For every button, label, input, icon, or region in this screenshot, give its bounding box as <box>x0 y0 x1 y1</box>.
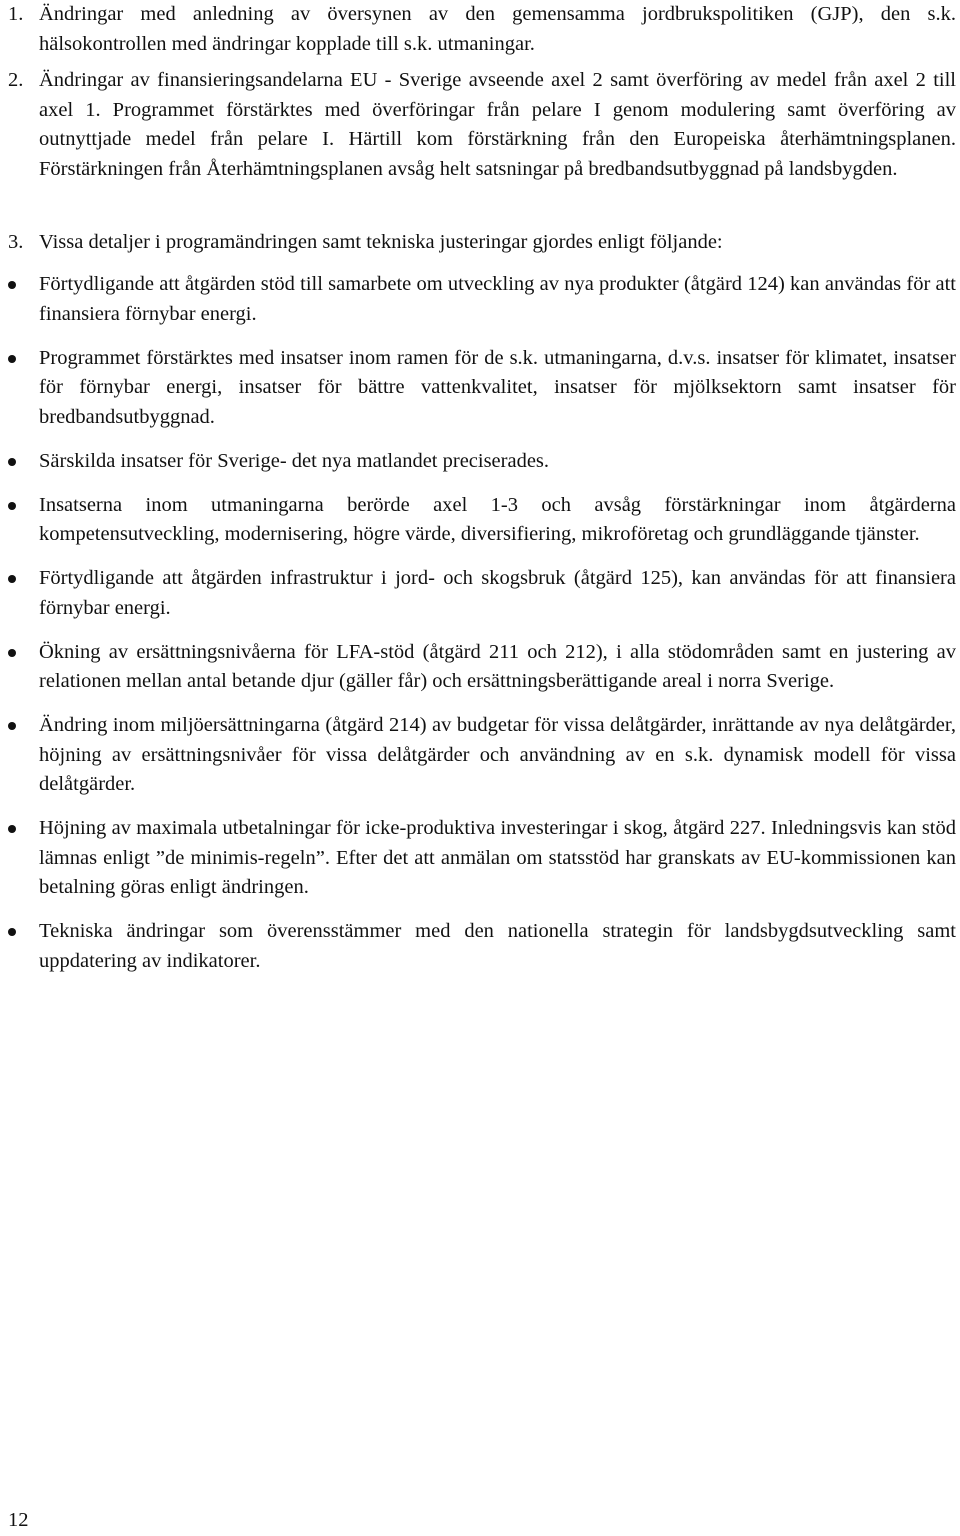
numbered-item-1 <box>8 0 956 59</box>
numbered-item-2 <box>8 66 956 184</box>
bullet-dot-icon <box>8 458 16 466</box>
item-text: Vissa detaljer i programändringen samt tekniska justeringar gjordes enligt följande: <box>39 231 723 253</box>
bullet-item <box>8 564 956 623</box>
bullet-dot-icon <box>8 575 16 583</box>
bullet-dot-icon <box>8 928 16 936</box>
item-text: Ändringar med anledning av översynen av den gemensamma jordbrukspolitiken (GJP), den s.k. hälsokontrollen med ändringar kopplade till s.k. utmaningar. <box>39 3 956 55</box>
item-number: 3. <box>8 231 24 253</box>
bullet-text: Förtydligande att åtgärden stöd till samarbete om utveckling av nya produkter (åtgärd 124) kan användas för att finansiera förnybar energi. <box>39 273 956 325</box>
bullet-item <box>8 638 956 697</box>
item-number: 2. <box>8 69 24 91</box>
bullet-list <box>8 270 956 991</box>
bullet-text: Programmet förstärktes med insatser inom ramen för de s.k. utmaningarna, d.v.s. insatser för klimatet, insatser för förnybar energi, insatser för bättre vattenkvalitet, insatser för mjölksektorn samt insatser för bredbandsutbyggnad. <box>39 346 956 428</box>
page-number: 12 <box>8 1509 29 1531</box>
bullet-item <box>8 491 956 550</box>
bullet-item <box>8 917 956 976</box>
bullet-dot-icon <box>8 649 16 657</box>
item-text: Ändringar av finansieringsandelarna EU - Sverige avseende axel 2 samt överföring av medel från axel 2 till axel 1. Programmet förstärktes med överföringar från pelare I genom modulering samt överföring av outnyttjade medel från pelare I. Härtill kom förstärkning från den Europeiska återhämtningsplanen. Förstärkningen från Återhämtningsplanen avsåg helt satsningar på bredbandsutbyggnad på landsbygden. <box>39 69 956 180</box>
bullet-text: Ändring inom miljöersättningarna (åtgärd 214) av budgetar för vissa delåtgärder, inrättande av nya delåtgärder, höjning av ersättningsnivåer för vissa delåtgärder och användning av en s.k. dynamisk modell för vissa delåtgärder. <box>39 714 956 795</box>
bullet-text: Särskilda insatser för Sverige- det nya matlandet preciserades. <box>39 449 550 472</box>
bullet-item <box>8 711 956 800</box>
bullet-text: Förtydligande att åtgärden infrastruktur i jord- och skogsbruk (åtgärd 125), kan användas för att finansiera förnybar energi. <box>39 567 956 619</box>
bullet-text: Tekniska ändringar som överensstämmer med den nationella strategin för landsbygdsutveckling samt uppdatering av indikatorer. <box>39 920 956 972</box>
bullet-dot-icon <box>8 825 16 833</box>
item-number: 1. <box>8 3 24 25</box>
bullet-item <box>8 270 956 329</box>
bullet-dot-icon <box>8 502 16 510</box>
bullet-dot-icon <box>8 722 16 730</box>
numbered-item-3 <box>8 228 956 258</box>
bullet-item <box>8 344 956 433</box>
bullet-dot-icon <box>8 281 16 289</box>
bullet-dot-icon <box>8 355 16 363</box>
bullet-text: Ökning av ersättningsnivåerna för LFA-stöd (åtgärd 211 och 212), i alla stödområden samt en justering av relationen mellan antal betande djur (gäller får) och ersättningsberättigande areal i norra Sverige. <box>39 640 956 692</box>
bullet-text: Insatserna inom utmaningarna berörde axel 1-3 och avsåg förstärkningar inom åtgärderna kompetensutveckling, modernisering, högre värde, diversifiering, mikroföretag och grundläggande tjänster. <box>39 493 956 545</box>
bullet-item <box>8 814 956 903</box>
bullet-item <box>8 447 956 477</box>
bullet-text: Höjning av maximala utbetalningar för icke-produktiva investeringar i skog, åtgärd 227. Inledningsvis kan stöd lämnas enligt ”de minimis-regeln”. Efter det att anmälan om statsstöd har granskats av EU-kommissionen kan betalning göras enligt ändringen. <box>39 817 956 898</box>
